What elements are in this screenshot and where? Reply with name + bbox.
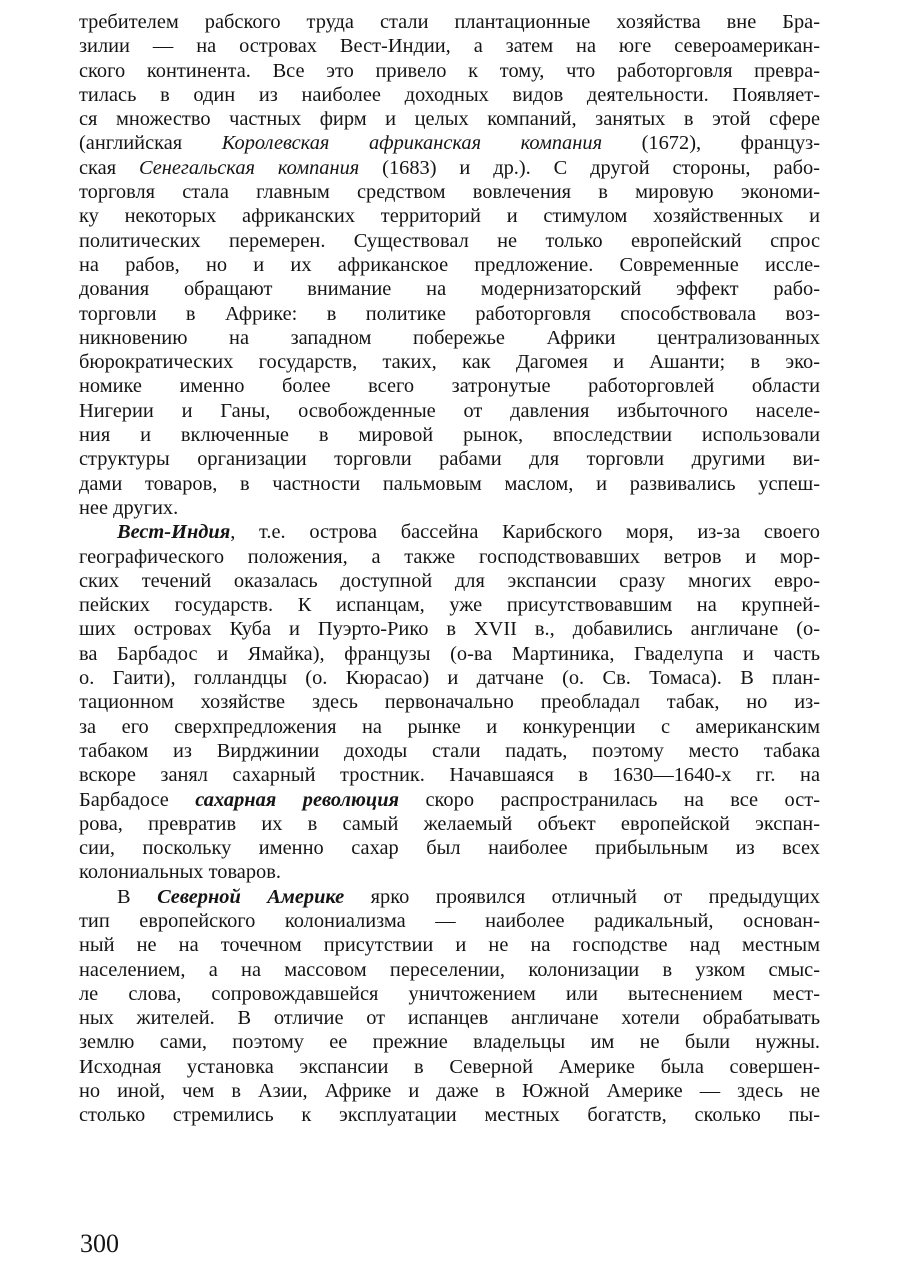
term-west-indies: Вест-Индия [117,521,231,544]
paragraph-west-indies [79,520,820,884]
text-line: на рабов, но и их африканское предложение. Современные иссле- [79,253,820,276]
text-line: торговля стала главным средством вовлечения в мировую экономи- [79,181,820,204]
text-run: скоро распространилась на все ост- [399,788,820,811]
text-line: номике именно более всего затронутые работорговлей области [79,375,820,398]
paragraph-slave-trade [79,10,820,520]
text-line [79,788,820,812]
text-line: ского континента. Все это привело к тому, что работорговля превра- [79,59,820,82]
text-line: дами товаров, в частности пальмовым маслом, и развивались успеш- [79,472,820,495]
text-line: дования обращают внимание на модернизаторский эффект рабо- [79,278,820,301]
text-run: Барбадосе [79,788,196,811]
text-line: ва Барбадос и Ямайка), французы (о-ва Мартиника, Гваделупа и часть [79,642,820,665]
text-line: но иной, чем в Азии, Африке и даже в Южной Америке — здесь не [79,1080,820,1103]
text-line: ле слова, сопровождавшейся уничтожением или вытеснением мест- [79,982,820,1005]
text-line: ных жителей. В отличие от испанцев англичане хотели обрабатывать [79,1007,820,1030]
page-text-block [79,10,820,1210]
text-line: ния и включенные в мировой рынок, впоследствии использовали [79,424,820,447]
text-run: , т.е. острова бассейна Карибского моря, из-за своего [230,521,820,544]
text-line: ших островах Куба и Пуэрто-Рико в XVII в., добавились англичане (о- [79,618,820,641]
text-line [79,885,820,909]
text-run: ская [79,156,139,179]
company-name-senegal: Сенегальская компания [138,156,360,179]
paragraph-north-america [79,885,820,1128]
text-line: бюрократических государств, таких, как Дагомея и Ашанти; в эко- [79,351,820,374]
text-line: тилась в один из наиболее доходных видов деятельности. Появляет- [79,83,820,106]
text-line: торговли в Африке: в политике работорговля способствовала воз- [79,302,820,325]
text-line: населением, а на массовом переселении, колонизации в узком смыс- [79,958,820,981]
text-line: географического положения, а также господствовавших ветров и мор- [79,545,820,568]
term-sugar-revolution: сахарная революция [195,788,400,811]
text-line: Исходная установка экспансии в Северной Америке была совершен- [79,1055,820,1078]
text-line: рова, превратив их в самый желаемый объект европейской экспан- [79,812,820,835]
text-line: сии, поскольку именно сахар был наиболее прибыльным из всех [79,837,820,860]
text-run: (1683) и др.). С другой стороны, рабо- [359,156,820,179]
text-line: колониальных товаров. [79,861,281,884]
text-line: политических перемерен. Существовал не только европейский спрос [79,229,820,252]
text-line: столько стремились к эксплуатации местных богатств, сколько пы- [79,1104,820,1127]
text-line: зилии — на островах Вест-Индии, а затем на юге североамерикан- [79,35,820,58]
page-number: 300 [80,1229,119,1258]
text-line [79,520,820,544]
text-line: пейских государств. К испанцам, уже присутствовавшим на крупней- [79,594,820,617]
text-run: (1672), француз- [602,132,820,155]
text-line: требителем рабского труда стали плантационные хозяйства вне Бра- [79,11,820,33]
text-line [79,131,820,155]
term-north-america: Северной Америке [157,885,345,908]
text-run: ярко проявился отличный от предыдущих [344,885,820,908]
text-line: нее других. [79,496,179,519]
text-line: за его сверхпредложения на рынке и конкуренции с американским [79,715,820,738]
text-line: вскоре занял сахарный тростник. Начавшаяся в 1630—1640-х гг. на [79,764,820,787]
text-line: табаком из Вирджинии доходы стали падать, поэтому место табака [79,739,820,762]
company-name-royal-african: Королевская африканская компания [221,132,603,155]
text-line: никновению на западном побережье Африки централизованных [79,326,820,349]
text-line: ся множество частных фирм и целых компаний, занятых в этой сфере [79,108,820,131]
text-line: ских течений оказалась доступной для экспансии сразу многих евро- [79,569,820,592]
text-run: (английская [79,132,222,155]
text-line: тационном хозяйстве здесь первоначально преобладал табак, но из- [79,691,820,714]
text-line: тип европейского колониализма — наиболее радикальный, основан- [79,909,820,932]
text-line: Нигерии и Ганы, освобожденные от давления избыточного населе- [79,399,820,422]
text-line: о. Гаити), голландцы (о. Кюрасао) и датчане (о. Св. Томаса). В план- [79,667,820,690]
text-line: землю сами, поэтому ее прежние владельцы им не были нужны. [79,1031,820,1054]
text-line: ный не на точечном присутствии и не на господстве над местным [79,934,820,957]
text-line: структуры организации торговли рабами для торговли другими ви- [79,448,820,471]
text-run: В [117,885,158,908]
text-line: ку некоторых африканских территорий и стимулом хозяйственных и [79,205,820,228]
text-line [79,156,820,180]
